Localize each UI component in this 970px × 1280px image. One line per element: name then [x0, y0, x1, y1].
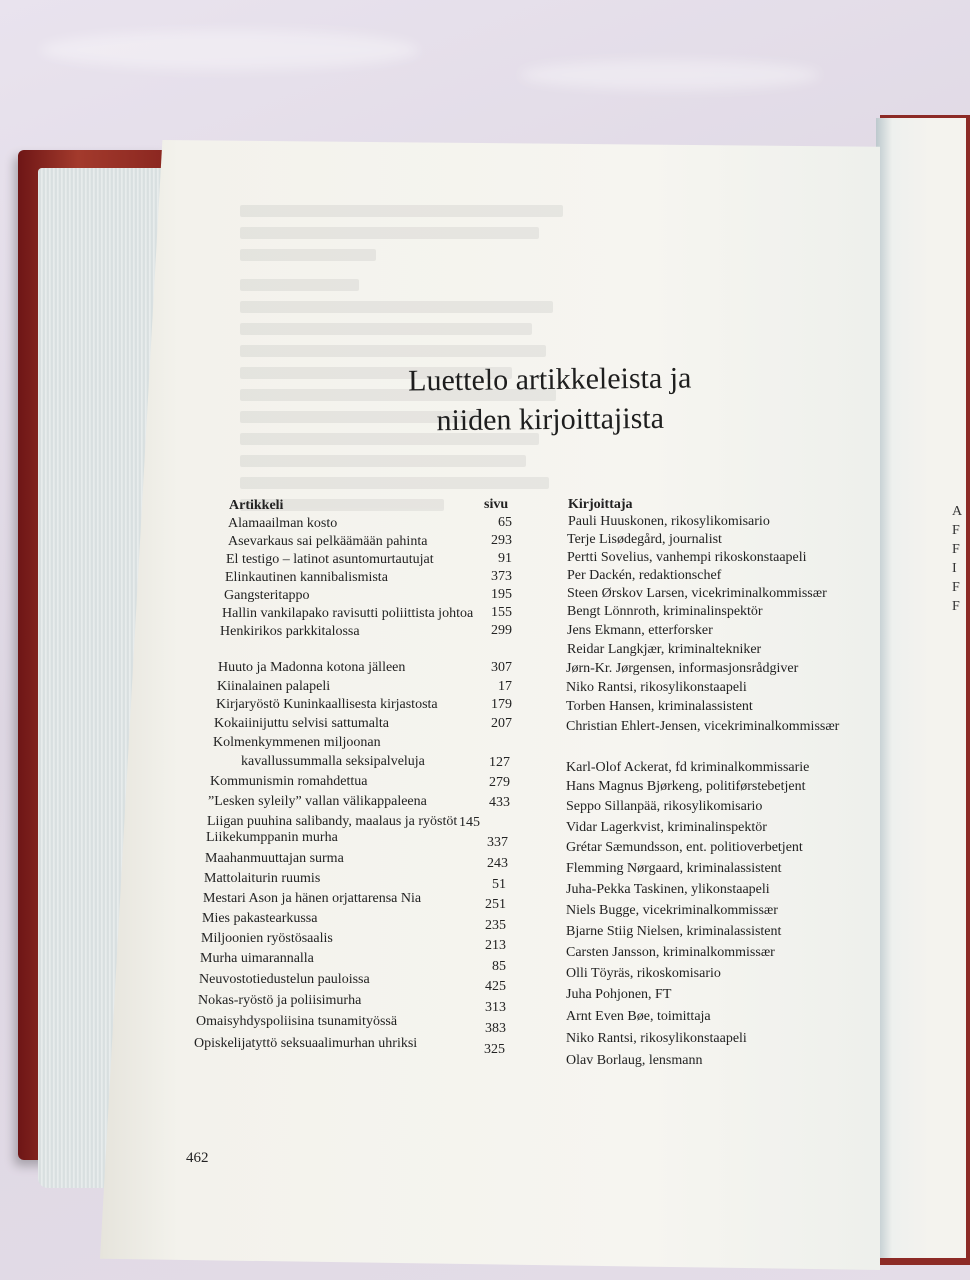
page-ref: 251: [485, 897, 506, 912]
list-item: Karl-Olof Ackerat, fd kriminalkommissarie: [566, 760, 810, 775]
page-ref: 145: [459, 815, 480, 830]
right-page: [876, 118, 966, 1258]
list-item: Mies pakastearkussa: [202, 911, 318, 926]
list-item: Niko Rantsi, rikosylikonstaapeli: [566, 680, 747, 695]
list-item: Flemming Nørgaard, kriminalassistent: [566, 861, 782, 876]
list-item: Juha-Pekka Taskinen, ylikonstaapeli: [566, 882, 770, 897]
list-item: Jørn-Kr. Jørgensen, informasjonsrådgiver: [566, 661, 799, 676]
list-item: Pauli Huuskonen, rikosylikomisario: [568, 514, 770, 529]
list-item: Omaisyhdyspoliisina tsunamityössä: [196, 1014, 398, 1029]
page-ref: 425: [485, 979, 506, 994]
page-number: 462: [186, 1150, 209, 1166]
page-ref: 235: [485, 918, 506, 933]
list-item: Pertti Sovelius, vanhempi rikoskonstaapeli: [567, 550, 807, 565]
page-ref: 155: [491, 605, 512, 620]
page-ref: 307: [491, 660, 512, 675]
list-item: Murha uimarannalla: [200, 951, 314, 966]
page-ref: 299: [491, 623, 512, 638]
list-item: Bengt Lönnroth, kriminalinspektör: [567, 604, 763, 619]
page-header: sivu: [484, 497, 509, 512]
list-item: Liikekumppanin murha: [206, 830, 338, 845]
list-item: Maahanmuuttajan surma: [205, 851, 344, 866]
list-item: Jens Ekmann, etterforsker: [567, 623, 713, 638]
list-item: Kiinalainen palapeli: [217, 679, 331, 694]
list-item: Elinkautinen kannibalismista: [225, 570, 388, 585]
list-item: Asevarkaus sai pelkäämään pahinta: [228, 534, 428, 549]
list-item: Gangsteritappo: [224, 588, 310, 603]
list-item: Mattolaiturin ruumis: [204, 871, 321, 886]
page-ref: 179: [491, 697, 512, 712]
list-item: Kokaiinijuttu selvisi sattumalta: [214, 716, 389, 731]
list-item: Niels Bugge, vicekriminalkommissær: [566, 903, 778, 918]
right-page-letters: A F F I F F: [952, 504, 963, 614]
page-ref: 433: [489, 795, 510, 810]
author-header: Kirjoittaja: [568, 497, 633, 512]
list-item: Torben Hansen, kriminalassistent: [566, 699, 753, 714]
list-item: Henkirikos parkkitalossa: [220, 624, 360, 639]
list-item: Mestari Ason ja hänen orjattarensa Nia: [203, 891, 422, 906]
list-item: Juha Pohjonen, FT: [566, 987, 672, 1002]
page-ref: 91: [498, 551, 512, 566]
list-item: Liigan puuhina salibandy, maalaus ja ryöstöt: [207, 814, 458, 829]
list-item: Grétar Sæmundsson, ent. politioverbetjent: [566, 840, 803, 855]
page-title: [300, 357, 801, 442]
page-ref: 207: [491, 716, 512, 731]
list-item: Reidar Langkjær, kriminaltekniker: [567, 642, 762, 657]
list-item: Niko Rantsi, rikosylikonstaapeli: [566, 1031, 747, 1046]
page-ref: 213: [485, 938, 506, 953]
list-item: Kommunismin romahdettua: [210, 774, 368, 789]
list-item: Kolmenkymmenen miljoonan: [213, 735, 381, 750]
list-item: Huuto ja Madonna kotona jälleen: [218, 660, 406, 675]
list-item: Per Dackén, redaktionschef: [567, 568, 722, 583]
article-header: Artikkeli: [229, 498, 284, 513]
page-ref: 337: [487, 835, 508, 850]
page-ref: 195: [491, 587, 512, 602]
page-ref: 373: [491, 569, 512, 584]
list-item: Arnt Even Bøe, toimittaja: [566, 1009, 711, 1024]
list-item: Carsten Jansson, kriminalkommissær: [566, 945, 775, 960]
page-ref: 279: [489, 775, 510, 790]
list-item: Opiskelijatyttö seksuaalimurhan uhriksi: [194, 1036, 418, 1051]
page-ref: 243: [487, 856, 508, 871]
page-ref: 325: [484, 1042, 505, 1057]
list-item: Christian Ehlert-Jensen, vicekriminalkommissær: [566, 719, 840, 734]
list-item: Nokas-ryöstö ja poliisimurha: [198, 993, 362, 1008]
page-ref: 65: [498, 515, 512, 530]
title-line-1: Luettelo artikkeleista ja: [408, 361, 692, 398]
page-ref: 17: [498, 679, 512, 694]
list-item: Seppo Sillanpää, rikosylikomisario: [566, 799, 763, 814]
list-item: El testigo – latinot asuntomurtautujat: [226, 552, 434, 567]
list-item: Alamaailman kosto: [228, 516, 338, 531]
list-item: Steen Ørskov Larsen, vicekriminalkommissær: [567, 586, 827, 601]
title-line-2: niiden kirjoittajista: [436, 401, 665, 438]
list-item: Kirjaryöstö Kuninkaallisesta kirjastosta: [216, 697, 438, 712]
page-ref: 85: [492, 959, 506, 974]
list-item: ”Lesken syleily” vallan välikappaleena: [208, 794, 427, 809]
list-item: Olli Töyräs, rikoskomisario: [566, 966, 721, 981]
page-ref: 127: [489, 755, 510, 770]
page-ref: 383: [485, 1021, 506, 1036]
list-item: kavallussummalla seksipalveluja: [241, 754, 425, 769]
list-item: Vidar Lagerkvist, kriminalinspektör: [566, 820, 767, 835]
list-item: Hallin vankilapako ravisutti poliittista johtoa: [222, 606, 474, 621]
page-ref: 293: [491, 533, 512, 548]
list-item: Bjarne Stiig Nielsen, kriminalassistent: [566, 924, 782, 939]
list-item: Hans Magnus Bjørkeng, politiførstebetjent: [566, 779, 806, 794]
list-item: Neuvostotiedustelun pauloissa: [199, 972, 370, 987]
list-item: Terje Lisødegård, journalist: [567, 532, 722, 547]
list-item: Olav Borlaug, lensmann: [566, 1053, 703, 1068]
page-ref: 51: [492, 877, 506, 892]
list-item: Miljoonien ryöstösaalis: [201, 931, 333, 946]
page-ref: 313: [485, 1000, 506, 1015]
